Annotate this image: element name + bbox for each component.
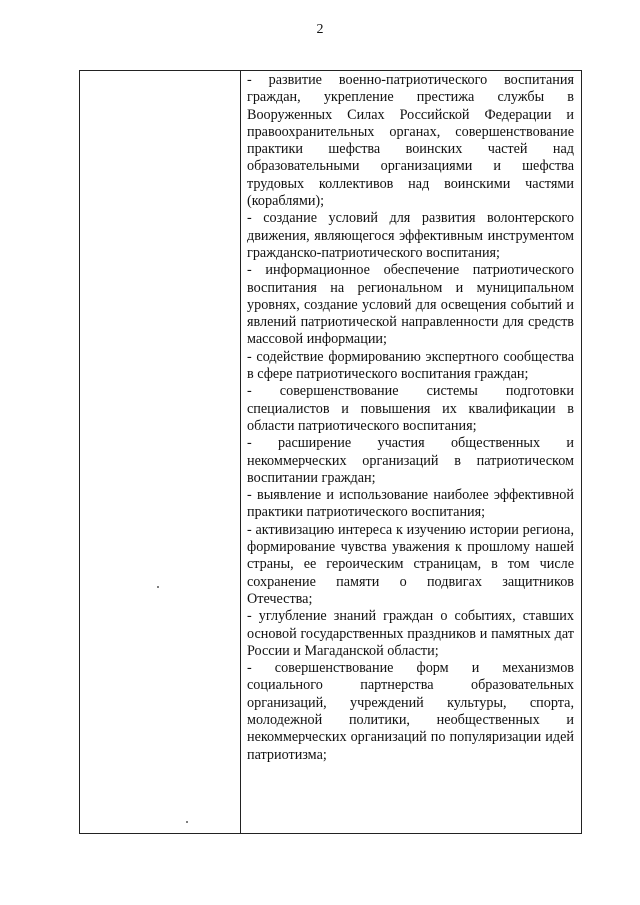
page-number: 2 [316,22,324,37]
list-item: - выявление и использование наиболее эффективной практики патриотического воспитания; [247,487,574,521]
scan-speck [157,586,159,588]
document-table [79,70,582,834]
list-item: - информационное обеспечение патриотического воспитания на региональном и муниципальном уровнях, создание условий для освещения событий и явлений патриотической направленности для средств массовой информации; [247,262,574,348]
list-item: - развитие военно-патриотического воспитания граждан, укрепление престижа службы в Вооруженных Силах Российской Федерации и правоохранительных органах, совершенствование практики шефства воинских частей над образовательными организациями и шефства трудовых коллективов над воинскими частями (кораблями); [247,72,574,210]
scan-speck [186,821,188,823]
list-item: - углубление знаний граждан о событиях, ставших основой государственных праздников и памятных дат России и Магаданской области; [247,608,574,659]
list-item: - совершенствование форм и механизмов социального партнерства образовательных организаций, учреждений культуры, спорта, молодежной политики, необщественных и некоммерческих организаций по популяризации идей патриотизма; [247,660,574,763]
list-item: - активизацию интереса к изучению истории региона, формирование чувства уважения к прошлому нашей страны, ее героическим страницам, в том числе сохранение памяти о подвигах защитников Отечества; [247,521,574,607]
list-item: - создание условий для развития волонтерского движения, являющегося эффективным инструментом гражданско-патриотического воспитания; [247,210,574,261]
list-item: - содействие формированию экспертного сообщества в сфере патриотического воспитания граждан; [247,348,574,383]
list-item: - расширение участия общественных и некоммерческих организаций в патриотическом воспитании граждан; [247,435,574,486]
table-right-cell [241,71,581,833]
table-left-cell [80,71,241,833]
list-item: - совершенствование системы подготовки специалистов и повышения их квалификации в области патриотического воспитания; [247,383,574,434]
